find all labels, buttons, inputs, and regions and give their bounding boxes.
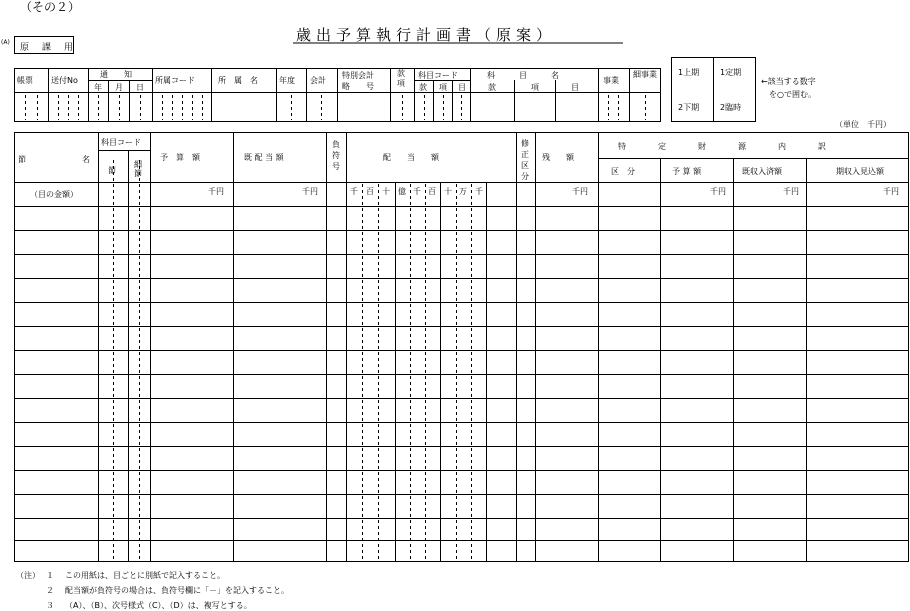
hdr-kanjo: 帳票 bbox=[17, 76, 33, 85]
hdr-day: 日 bbox=[136, 83, 144, 92]
period-option-2[interactable]: 1定期 bbox=[720, 68, 742, 77]
period-option-1[interactable]: 1上期 bbox=[678, 68, 700, 77]
hdr-saijigyo: 細事業 bbox=[633, 70, 657, 79]
hdr-ryakugo: 略 号 bbox=[342, 82, 374, 91]
note-1-num: １ bbox=[46, 571, 54, 580]
page-label: （その２） bbox=[20, 0, 81, 14]
col-shunyu-mikomi: 期収入見込額 bbox=[836, 167, 884, 176]
col-setsu: 節 名 bbox=[18, 155, 90, 164]
hdr-kakuyo: 款項 bbox=[397, 69, 405, 88]
period-option-3[interactable]: 2下期 bbox=[678, 103, 700, 112]
col-shunyu-zumi: 既収入済額 bbox=[742, 167, 782, 176]
hdr-kou: 項 bbox=[439, 83, 447, 92]
moku-row-label: （目の金額） bbox=[30, 190, 78, 199]
hdr-shozoku-name: 所 属 名 bbox=[218, 76, 258, 85]
hdr-tsuchi: 通 知 bbox=[100, 70, 132, 79]
page-title: 歳出予算執行計画書（原案） bbox=[296, 26, 557, 44]
notes-prefix: （注） bbox=[16, 571, 40, 580]
unit-shunyu-zumi: 千円 bbox=[783, 187, 799, 196]
col-saisetsu: 細節 bbox=[134, 160, 142, 178]
col-setsu-short: 節 bbox=[108, 166, 116, 175]
unit-tok-yosan: 千円 bbox=[710, 187, 726, 196]
hdr-kamoku-kou: 項 bbox=[531, 83, 539, 92]
stamp-label: 原 課 用 bbox=[20, 43, 76, 53]
col-zangaku: 残 額 bbox=[542, 153, 574, 162]
hdr-nendo: 年度 bbox=[279, 76, 295, 85]
digit-label: 億 bbox=[398, 187, 406, 196]
col-shusei: 修正区分 bbox=[521, 139, 529, 181]
hdr-kan: 款 bbox=[419, 83, 427, 92]
note-1-text: この用紙は、目ごとに別紙で記入すること。 bbox=[65, 571, 225, 580]
note-3-text: （A）、（B）、次号様式（C）、（D）は、複写とする。 bbox=[65, 601, 252, 610]
unit-shunyu-mikomi: 千円 bbox=[883, 187, 899, 196]
digit-label: 千 bbox=[475, 187, 483, 196]
note-3-num: ３ bbox=[46, 601, 54, 610]
col-tok-yosan: 予 算 額 bbox=[672, 167, 702, 176]
note-2-text: 配当額が負符号の場合は、負符号欄に「－」を記入すること。 bbox=[65, 586, 289, 595]
hdr-kaikei: 会計 bbox=[310, 76, 326, 85]
hdr-tokubetsu: 特別会計 bbox=[342, 71, 374, 80]
digit-label: 百 bbox=[428, 187, 436, 196]
hdr-kamoku-kan: 款 bbox=[488, 83, 496, 92]
digit-label: 千 bbox=[413, 187, 421, 196]
hdr-jigyo: 事業 bbox=[603, 76, 619, 85]
unit-label: （単位 千円） bbox=[835, 120, 891, 129]
note-2-num: ２ bbox=[46, 586, 54, 595]
period-note-2: を○で囲む。 bbox=[769, 90, 816, 99]
hdr-moku: 目 bbox=[458, 83, 466, 92]
period-note-1: ←該当する数字 bbox=[761, 77, 816, 86]
col-tokutei: 特 定 財 源 内 訳 bbox=[618, 142, 826, 151]
col-yosan: 予 算 額 bbox=[160, 153, 200, 162]
hdr-sofu: 送付No bbox=[51, 76, 78, 85]
hdr-kamoku-moku: 目 bbox=[571, 83, 579, 92]
hdr-kamoku-mei: 科 目 名 bbox=[487, 71, 559, 80]
period-option-4[interactable]: 2臨時 bbox=[720, 103, 742, 112]
hdr-kamoku-code: 科目コード bbox=[418, 71, 458, 80]
col-kihaito: 既 配 当 額 bbox=[244, 153, 284, 162]
digit-label: 千 bbox=[350, 187, 358, 196]
digit-label: 万 bbox=[459, 187, 467, 196]
digit-label: 十 bbox=[444, 187, 452, 196]
digit-label: 百 bbox=[366, 187, 374, 196]
hdr-month: 月 bbox=[115, 83, 123, 92]
unit-yosan: 千円 bbox=[208, 187, 224, 196]
section-a-marker: (A) bbox=[1, 39, 10, 46]
col-haito: 配 当 額 bbox=[383, 153, 439, 162]
col-kubun: 区 分 bbox=[611, 167, 635, 176]
unit-kihaito: 千円 bbox=[302, 187, 318, 196]
col-fugo: 負符号 bbox=[332, 140, 340, 171]
unit-zangaku: 千円 bbox=[572, 187, 588, 196]
col-kamoku-code: 科目コード bbox=[101, 138, 141, 147]
hdr-shozoku-code: 所属コード bbox=[155, 76, 195, 85]
digit-label: 十 bbox=[382, 187, 390, 196]
hdr-year: 年 bbox=[94, 83, 102, 92]
